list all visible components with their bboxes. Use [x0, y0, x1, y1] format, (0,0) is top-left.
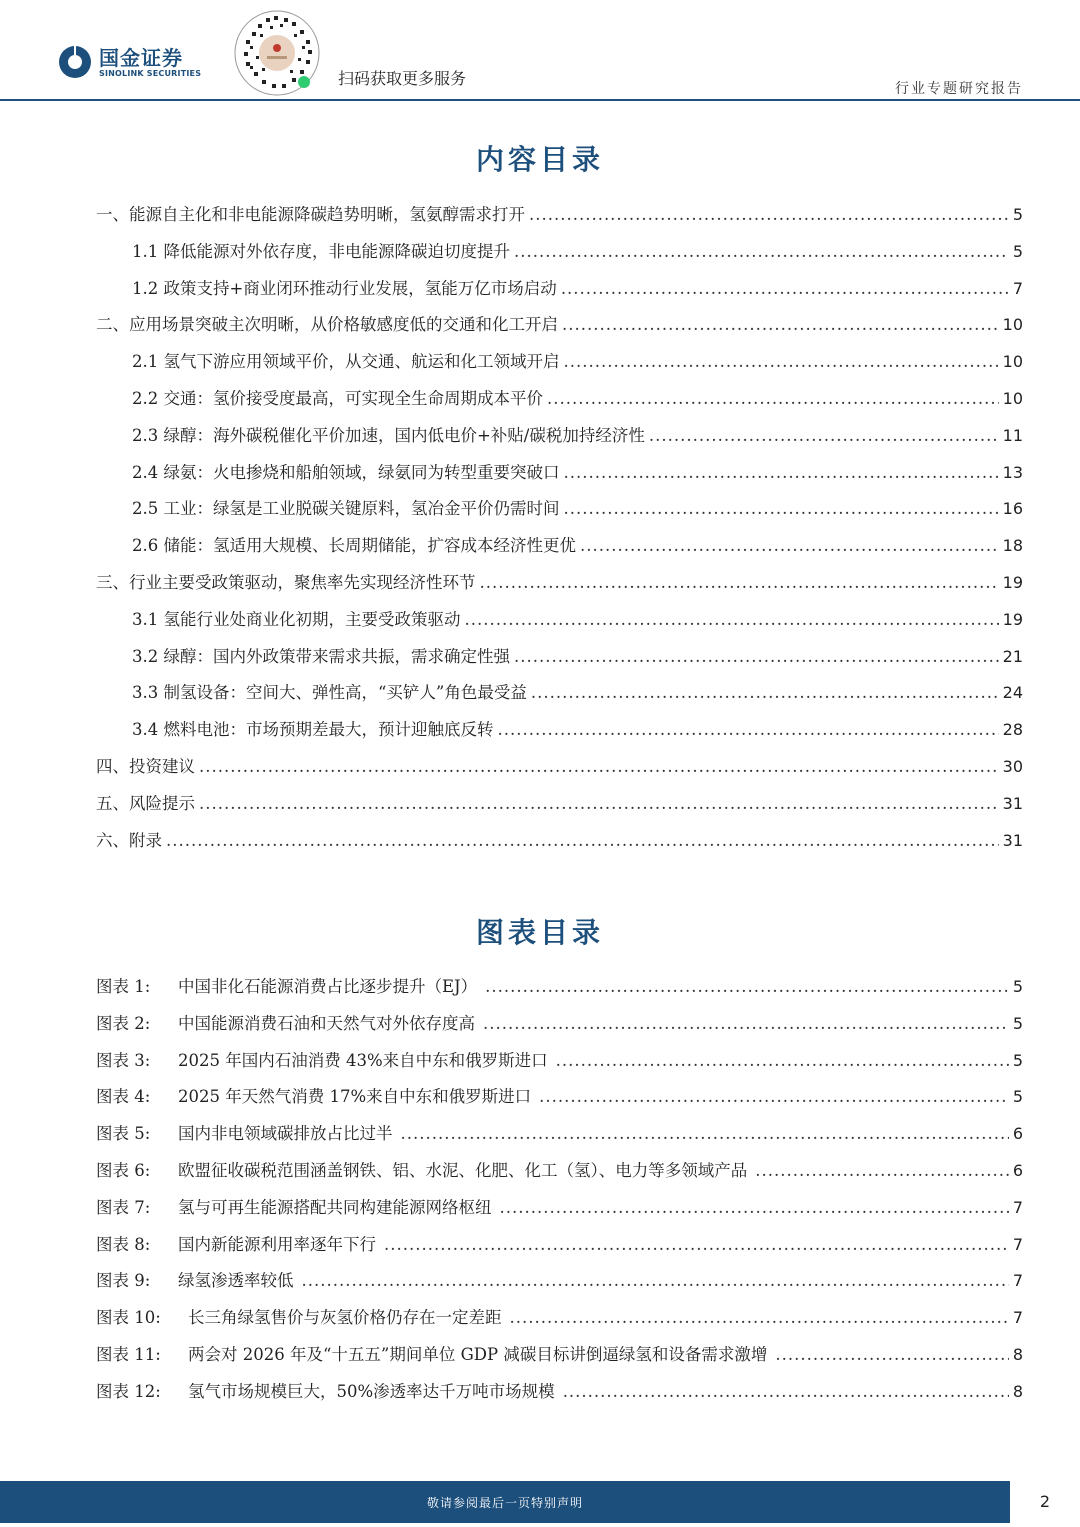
- figure-page: 7: [1012, 1234, 1023, 1254]
- leader-dots: [199, 794, 999, 813]
- toc-entry-text: 2.3 绿醇：海外碳税催化平价加速，国内低电价+补贴/碳税加持经济性: [132, 425, 645, 445]
- leader-dots: [649, 426, 999, 445]
- toc-entry-page: 30: [1002, 756, 1023, 776]
- leader-dots: [564, 499, 999, 518]
- toc-entry[interactable]: [96, 459, 1023, 496]
- figure-label: 图表 11:: [96, 1344, 161, 1364]
- toc-entry-page: 5: [1012, 205, 1023, 224]
- leader-dots: [556, 1051, 1009, 1070]
- figure-label: 图表 10:: [96, 1308, 161, 1328]
- figure-title: 2025 年国内石油消费 43%来自中东和俄罗斯进口: [178, 1050, 548, 1070]
- toc-entry-text: 3.2 绿醇：国内外政策带来需求共振，需求确定性强: [132, 646, 510, 666]
- toc-entry-text: 1.1 降低能源对外依存度，非电能源降碳迫切度提升: [132, 241, 510, 261]
- toc-entry[interactable]: [96, 753, 1023, 790]
- toc-entry[interactable]: [96, 569, 1023, 606]
- figure-entry[interactable]: [96, 1047, 1023, 1084]
- toc-entry-page: 28: [1002, 720, 1023, 740]
- sinolink-logo-icon: [57, 44, 93, 80]
- figure-entry[interactable]: [96, 1378, 1023, 1415]
- toc-entry-text: 三、行业主要受政策驱动，聚焦率先实现经济性环节: [96, 572, 476, 592]
- figure-title: 国内非电领域碳排放占比过半: [178, 1124, 393, 1144]
- toc-entry[interactable]: [96, 385, 1023, 422]
- toc-entry-text: 2.5 工业：绿氢是工业脱碳关键原料，氢冶金平价仍需时间: [132, 499, 560, 519]
- figure-label: 图表 6:: [96, 1160, 151, 1180]
- figure-entry[interactable]: [96, 1157, 1023, 1194]
- leader-dots: [480, 573, 999, 592]
- page-number: 2: [1039, 1492, 1051, 1511]
- leader-dots: [562, 315, 999, 334]
- figure-title: 氢与可再生能源搭配共同构建能源网络枢纽: [178, 1197, 492, 1217]
- figure-page: 7: [1012, 1271, 1023, 1291]
- figure-page: 5: [1012, 1013, 1023, 1033]
- leader-dots: [384, 1235, 1009, 1254]
- toc-entry-page: 7: [1012, 278, 1023, 298]
- toc-entry[interactable]: [96, 716, 1023, 753]
- toc-entry-page: 24: [1002, 683, 1023, 703]
- toc-entry-text: 五、风险提示: [96, 793, 195, 813]
- figure-label: 图表 12:: [96, 1381, 161, 1401]
- figure-title: 欧盟征收碳税范围涵盖钢铁、铝、水泥、化肥、化工（氢）、电力等多领域产品: [178, 1160, 748, 1180]
- toc-entry-page: 31: [1002, 830, 1023, 850]
- leader-dots: [166, 831, 999, 850]
- leader-dots: [500, 1198, 1009, 1217]
- figure-list-title: 图表目录: [475, 916, 604, 949]
- toc-entry-text: 3.4 燃料电池：市场预期差最大，预计迎触底反转: [132, 720, 494, 740]
- figure-page: 8: [1012, 1381, 1023, 1401]
- figure-label: 图表 1:: [96, 977, 151, 996]
- toc-entry[interactable]: [96, 348, 1023, 385]
- toc-entry[interactable]: [96, 606, 1023, 643]
- figure-title: 两会对 2026 年及“十五五”期间单位 GDP 减碳目标讲倒逼绿氢和设备需求激增: [188, 1344, 768, 1364]
- scan-qr-prompt: 扫码获取更多服务: [338, 69, 467, 88]
- figure-page: 6: [1012, 1124, 1023, 1144]
- company-logo: [57, 44, 201, 80]
- toc-entry[interactable]: [96, 643, 1023, 680]
- leader-dots: [529, 205, 1009, 224]
- leader-dots: [775, 1345, 1008, 1364]
- figure-title: 2025 年天然气消费 17%来自中东和俄罗斯进口: [178, 1087, 532, 1107]
- toc-entry-text: 3.3 制氢设备：空间大、弹性高，“买铲人”角色最受益: [132, 683, 527, 703]
- toc-entry-text: 二、应用场景突破主次明晰，从价格敏感度低的交通和化工开启: [96, 315, 558, 335]
- toc-entry-page: 10: [1002, 388, 1023, 408]
- toc-entry[interactable]: [96, 827, 1023, 864]
- leader-dots: [564, 463, 999, 482]
- figure-label: 图表 8:: [96, 1234, 151, 1254]
- leader-dots: [755, 1161, 1009, 1180]
- leader-dots: [483, 1014, 1009, 1033]
- toc-entry[interactable]: [96, 201, 1023, 238]
- figure-entry[interactable]: [96, 973, 1023, 1010]
- figure-page: 6: [1012, 1160, 1023, 1180]
- leader-dots: [563, 1382, 1009, 1401]
- leader-dots: [531, 683, 999, 702]
- figure-page: 5: [1012, 1050, 1023, 1070]
- toc-entry-page: 16: [1002, 499, 1023, 519]
- leader-dots: [514, 242, 1009, 261]
- toc-entry-text: 3.1 氢能行业处商业化初期，主要受政策驱动: [132, 609, 461, 629]
- toc-entry-text: 2.2 交通：氢价接受度最高，可实现全生命周期成本平价: [132, 388, 543, 408]
- figure-entry[interactable]: [96, 1010, 1023, 1047]
- toc-entry-page: 19: [1002, 572, 1023, 592]
- figure-title: 绿氢渗透率较低: [178, 1271, 294, 1291]
- table-of-contents: [96, 201, 1023, 863]
- leader-dots: [539, 1087, 1009, 1106]
- toc-entry-page: 19: [1002, 609, 1023, 629]
- figure-entry[interactable]: [96, 1231, 1023, 1268]
- toc-entry-page: 31: [1002, 793, 1023, 813]
- toc-entry-page: 5: [1012, 241, 1023, 261]
- toc-entry[interactable]: [96, 422, 1023, 459]
- toc-entry-page: 21: [1002, 646, 1023, 666]
- leader-dots: [485, 977, 1009, 996]
- toc-entry-page: 10: [1002, 315, 1023, 335]
- leader-dots: [514, 647, 999, 666]
- figure-entry[interactable]: [96, 1341, 1023, 1378]
- leader-dots: [302, 1271, 1009, 1290]
- toc-entry-text: 2.6 储能：氢适用大规模、长周期储能，扩容成本经济性更优: [132, 536, 576, 556]
- qr-code-icon[interactable]: [234, 10, 320, 96]
- leader-dots: [561, 279, 1009, 298]
- figure-entry[interactable]: [96, 1267, 1023, 1304]
- leader-dots: [510, 1308, 1009, 1327]
- footer-disclaimer: 敬请参阅最后一页特别声明: [426, 1496, 583, 1510]
- figure-title: 国内新能源利用率逐年下行: [178, 1234, 376, 1254]
- toc-entry[interactable]: [96, 790, 1023, 827]
- figure-title: 氢气市场规模巨大，50%渗透率达千万吨市场规模: [188, 1381, 555, 1401]
- figure-page: 5: [1012, 1087, 1023, 1107]
- toc-entry-page: 13: [1002, 462, 1023, 482]
- figure-page: 5: [1012, 977, 1023, 996]
- figure-title: 中国非化石能源消费占比逐步提升（EJ）: [178, 977, 478, 996]
- figure-entry[interactable]: [96, 1304, 1023, 1341]
- leader-dots: [547, 389, 999, 408]
- toc-entry[interactable]: [96, 679, 1023, 716]
- leader-dots: [401, 1124, 1009, 1143]
- toc-title: 内容目录: [475, 143, 604, 176]
- toc-entry-text: 2.1 氢气下游应用领域平价，从交通、航运和化工领域开启: [132, 352, 560, 372]
- figure-entry[interactable]: [96, 1194, 1023, 1231]
- toc-entry-text: 六、附录: [96, 830, 162, 850]
- leader-dots: [199, 757, 999, 776]
- figure-label: 图表 4:: [96, 1087, 151, 1107]
- leader-dots: [465, 610, 999, 629]
- toc-entry-text: 一、能源自主化和非电能源降碳趋势明晰，氢氨醇需求打开: [96, 205, 525, 224]
- toc-entry-text: 1.2 政策支持+商业闭环推动行业发展，氢能万亿市场启动: [132, 278, 557, 298]
- figure-page: 7: [1012, 1197, 1023, 1217]
- figure-title: 中国能源消费石油和天然气对外依存度高: [178, 1013, 475, 1033]
- toc-entry[interactable]: [96, 311, 1023, 348]
- toc-entry-text: 四、投资建议: [96, 756, 195, 776]
- figure-label: 图表 9:: [96, 1271, 151, 1291]
- figure-label: 图表 3:: [96, 1050, 151, 1070]
- figure-label: 图表 5:: [96, 1124, 151, 1144]
- leader-dots: [498, 720, 999, 739]
- header-divider: [0, 99, 1080, 101]
- figure-label: 图表 7:: [96, 1197, 151, 1217]
- logo-chinese-name: 国金证券: [99, 45, 183, 70]
- figure-label: 图表 2:: [96, 1013, 151, 1033]
- toc-entry[interactable]: [96, 238, 1023, 275]
- logo-english-name: SINOLINK SECURITIES: [99, 68, 202, 78]
- figure-page: 8: [1012, 1344, 1023, 1364]
- toc-entry-text: 2.4 绿氨：火电掺烧和船舶领域，绿氨同为转型重要突破口: [132, 462, 560, 482]
- toc-entry[interactable]: [96, 275, 1023, 312]
- leader-dots: [564, 352, 999, 371]
- toc-entry[interactable]: [96, 495, 1023, 532]
- figure-page: 7: [1012, 1308, 1023, 1328]
- report-type-label: 行业专题研究报告: [895, 81, 1023, 97]
- toc-entry[interactable]: [96, 532, 1023, 569]
- figure-entry[interactable]: [96, 1083, 1023, 1120]
- leader-dots: [580, 536, 999, 555]
- figure-list: [96, 973, 1023, 1415]
- toc-entry-page: 10: [1002, 352, 1023, 372]
- figure-entry[interactable]: [96, 1120, 1023, 1157]
- toc-entry-page: 18: [1002, 536, 1023, 556]
- toc-entry-page: 11: [1002, 425, 1023, 445]
- figure-title: 长三角绿氢售价与灰氢价格仍存在一定差距: [188, 1308, 502, 1328]
- page-header: [0, 0, 1080, 102]
